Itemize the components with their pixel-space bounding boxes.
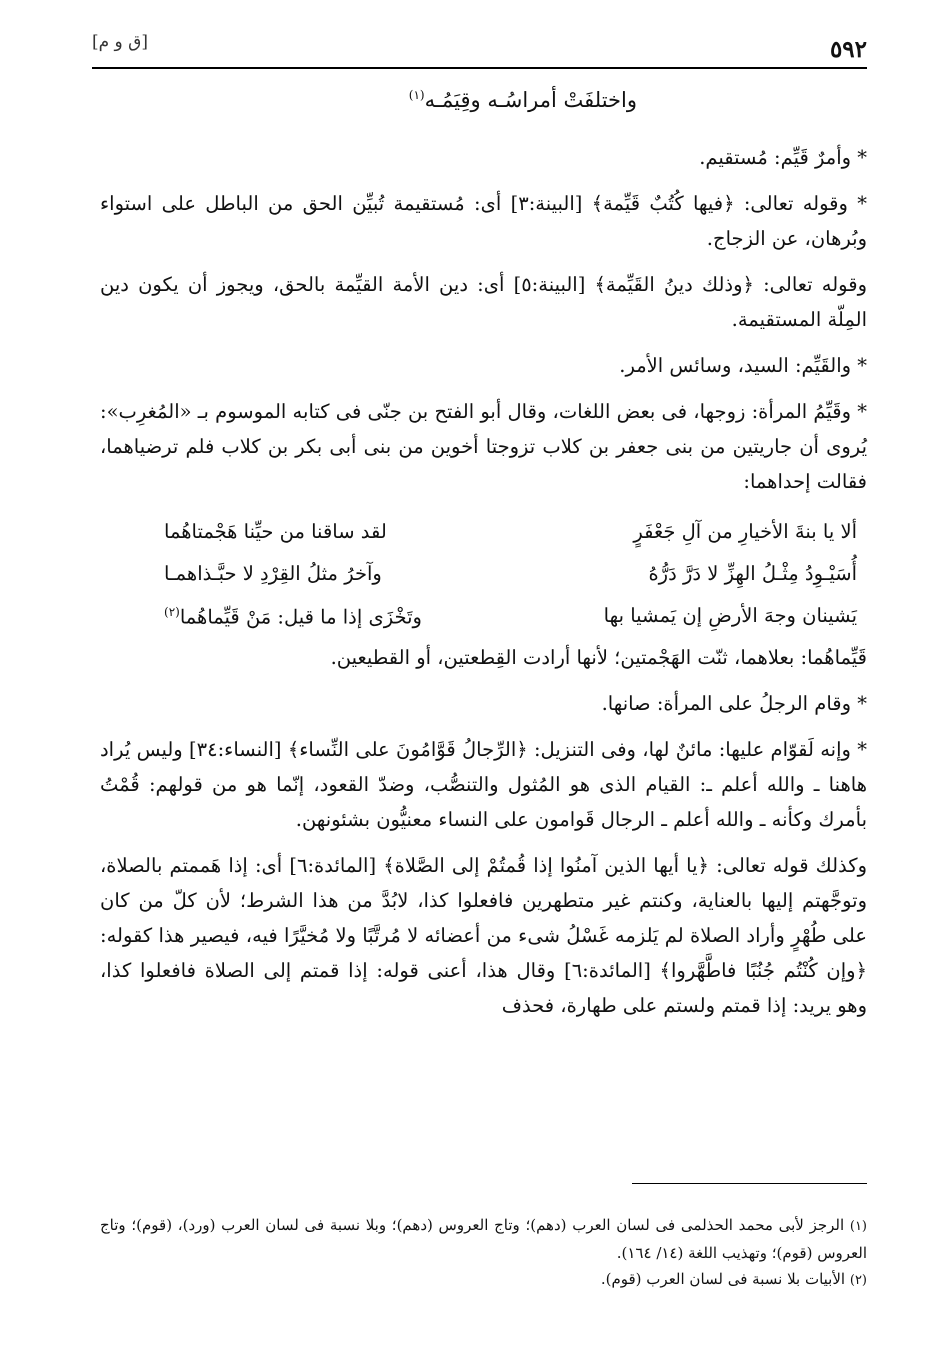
paragraph-1: * وأمرٌ قَيِّم: مُستقيم. — [699, 146, 867, 169]
footnote-2 — [100, 1266, 867, 1294]
footnote-1 — [100, 1212, 867, 1266]
footnote-text: الرجز لأبى محمد الحذلمى فى لسان العرب (دهم)؛ وتاج العروس (دهم)؛ وبلا نسبة فى لسان العرب (ورد)، (قوم)؛ وتاج العروس (قوم)؛ وتهذيب اللغة (١٤/ ١٦٤). — [100, 1216, 867, 1262]
footnote-number: (١) — [849, 1219, 867, 1234]
verse-top — [409, 88, 637, 112]
poem-verse-3 — [100, 594, 867, 636]
running-head: [ق و م] — [92, 32, 148, 52]
footnote-rule — [632, 1183, 867, 1184]
poem-hemistich-second: وآخرُ مثلُ القِرْدِ لا حبَّـذاهمـا — [164, 561, 382, 585]
header-rule — [92, 67, 867, 69]
footnote-ref-1: (١) — [408, 88, 425, 102]
paragraph-6: قَيِّماهُما: بعلاهما، ثنّت الهَجْمتين؛ لأنها أرادت القِطعتين، أو القطيعين. — [330, 646, 867, 669]
paragraph-9: وكذلك قوله تعالى: ﴿يا أيها الذين آمنُوا إذا قُمتُمْ إلى الصَّلاة﴾ [المائدة:٦] أى: إذا هَممتم بالصلاة، وتوجَّهتم إليها بالعناية، وكنتم غير متطهرين فافعلوا كذا، لابُدَّ من هذا الشرط؛ لأن كلّ من كان على طُهْرٍ وأراد الصلاة لم يَلزمه غَسْلُ شىء من أعضائه لا مُرتَّبًا ولا مُخيَّرًا فيه، فيصير هذا كقوله: ﴿وإن كُنْتُم جُنُبًا فاطَّهَّروا﴾ [المائدة:٦] وقال هذا، أعنى قوله: إذا قمتم إلى الصلاة فافعلوا كذا، وهو يريد: إذا قمتم ولستم على طهارة، فحذف — [100, 854, 867, 1017]
poem-hemistich-first: يَشينان وجهَ الأرضِ إن يَمشيا بها — [603, 603, 857, 627]
paragraph-8: * وإنه لَقوّام عليها: مائنٌ لها، وفى التنزيل: ﴿الرِّجالُ قَوَّامُونَ على النِّساء﴾ [النساء:٣٤] وليس يُراد هاهنا ـ والله أعلم ـ: القيام الذى هو المُثول والتنصُّب، وضدّ القعود، إنّما هو من قولهم: قُمْتُ بأمرك وكأنه ـ والله أعلم ـ الرجال قَوامون على النساء معنيُّون بشئونهن. — [100, 738, 867, 831]
paragraph-3: وقوله تعالى: ﴿وذلك دينُ القَيِّمة﴾ [البينة:٥] أى: دين الأمة القيِّمة بالحق، ويجوز أن يكون دين المِلّة المستقيمة. — [100, 273, 867, 331]
poem-hemistich-first: ألا يا بنةَ الأخيارِ من آلِ جَعْفَرٍ — [633, 519, 857, 543]
paragraph-7: * وقام الرجلُ على المرأة: صانها. — [601, 692, 867, 715]
poem-verse-2 — [100, 552, 867, 594]
poem-verse-1 — [100, 510, 867, 552]
poem-hemistich-first: أُسَيْـوِدُ مِثْـلُ الهِزِّ لا دَرَّ دَرُّهُ — [648, 561, 857, 585]
footnote-ref-2: (٢) — [164, 605, 180, 620]
footnotes — [100, 1212, 867, 1294]
page-header — [92, 28, 867, 68]
verse-top-text: واختلفَتْ أمراسُـه وقِيَمُـه — [424, 88, 637, 112]
poem-hemistich-second — [100, 595, 511, 635]
paragraph-5: * وقَيِّمُ المرأة: زوجها، فى بعض اللغات، وقال أبو الفتح بن جنّى فى كتابه الموسوم بـ «المُغرِب»: يُروى أن جاريتين من بنى جعفر بن كلاب تزوجتا أخوين من بنى أبى بكر بن كلاب فلم ترضياهما، فقالت إحداهما: — [100, 400, 867, 493]
body-text — [100, 140, 867, 1034]
poem — [100, 510, 867, 636]
poem-hemistich-second: لقد ساقنا من حيِّنا هَجْمتاهُما — [164, 519, 387, 543]
poem-hemistich-text: وتَخْزَى إذا ما قيل: مَنْ قَيِّماهُما — [179, 605, 422, 629]
footnote-number: (٢) — [849, 1273, 867, 1288]
paragraph-2: * وقوله تعالى: ﴿فيها كُتُبٌ قَيِّمة﴾ [البينة:٣] أى: مُستقيمة تُبيِّن الحق من الباطل على استواء وبُرهان، عن الزجاج. — [100, 192, 867, 250]
footnote-text: الأبيات بلا نسبة فى لسان العرب (قوم). — [600, 1270, 846, 1288]
page-number: ٥٩٢ — [829, 36, 867, 63]
paragraph-4: * والقَيِّم: السيد، وسائس الأمر. — [619, 354, 867, 377]
